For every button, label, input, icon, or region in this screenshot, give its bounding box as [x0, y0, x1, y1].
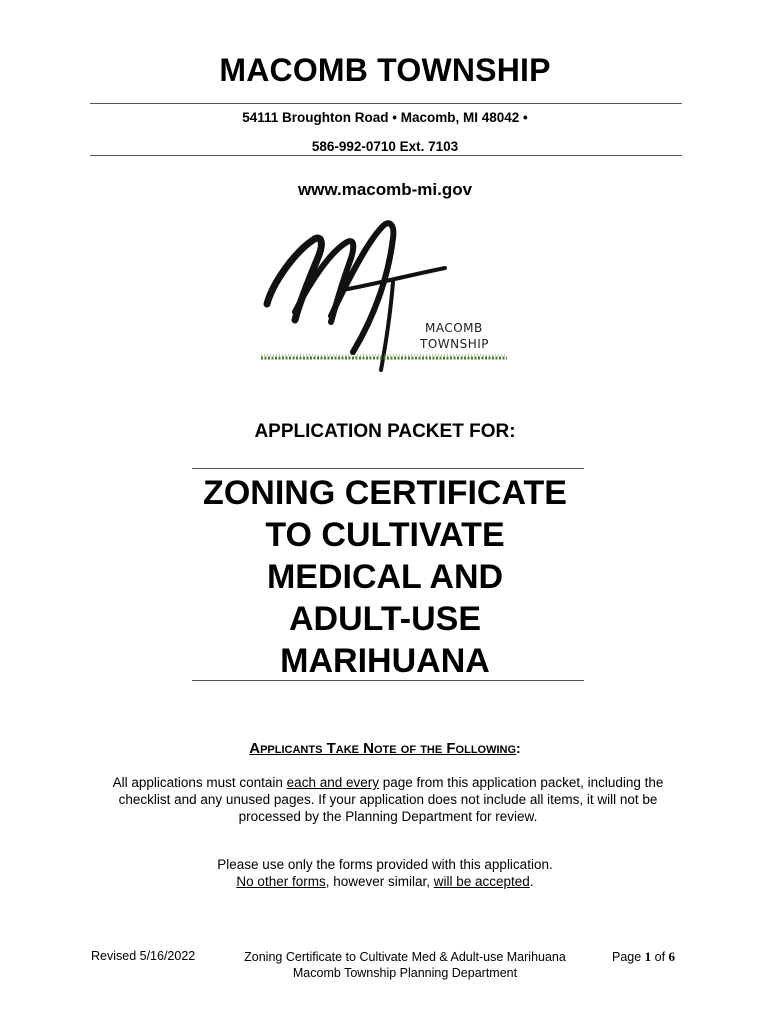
header-divider-top: [90, 103, 682, 104]
title-line: ADULT-USE: [288, 600, 482, 638]
header-divider-bottom: [90, 155, 682, 156]
township-title: MACOMB TOWNSHIP: [219, 52, 551, 88]
notice-emphasis: each and every: [286, 775, 379, 790]
page-of: of: [651, 950, 669, 964]
page-current: 1: [644, 949, 652, 964]
notice-heading: [0, 740, 770, 757]
phone-line: 586-992-0710 Ext. 7103: [311, 139, 459, 154]
packet-label: APPLICATION PACKET FOR:: [254, 421, 516, 442]
forms-emphasis: will be accepted: [433, 874, 530, 889]
title-divider-bottom: [192, 680, 584, 681]
forms-notice-line2: [0, 873, 770, 890]
forms-text: .: [529, 874, 534, 889]
page-number: [612, 949, 675, 965]
revised-date: Revised 5/16/2022: [91, 949, 196, 963]
footer-department: Macomb Township Planning Department: [292, 966, 518, 980]
notice-text: page from this application packet, including the checklist and any unused pages. If your application does not include all items, it will not be processed by the Planning Department for review.: [118, 775, 664, 824]
title-line: ZONING CERTIFICATE: [203, 474, 567, 512]
title-line: MARIHUANA: [280, 642, 490, 680]
notice-text: All applications must contain: [112, 775, 287, 790]
logo-text-line2: TOWNSHIP: [420, 337, 490, 351]
footer-center: [210, 949, 600, 981]
township-logo: [255, 212, 520, 377]
footer-doc-title: Zoning Certificate to Cultivate Med & Adult-use Marihuana: [244, 950, 566, 964]
logo-text-line1: MACOMB: [425, 321, 483, 335]
forms-emphasis: No other forms: [236, 874, 326, 889]
website-link[interactable]: www.macomb-mi.gov: [297, 180, 473, 199]
notice-heading-text: Applicants Take Note of the Following: [249, 740, 517, 757]
title-line: TO CULTIVATE: [265, 516, 505, 554]
application-title: [0, 472, 770, 682]
address-line: 54111 Broughton Road • Macomb, MI 48042 •: [242, 110, 528, 125]
forms-notice-line1: Please use only the forms provided with this application.: [217, 857, 553, 872]
forms-notice: [0, 856, 770, 890]
mt-monogram-icon: [255, 212, 520, 377]
title-line: MEDICAL AND: [266, 558, 504, 596]
page-prefix: Page: [612, 950, 645, 964]
title-divider-top: [192, 468, 584, 469]
notice-heading-colon: :: [516, 740, 521, 756]
forms-text: , however similar,: [325, 874, 434, 889]
page-total: 6: [668, 949, 676, 964]
notice-body: [88, 774, 688, 825]
